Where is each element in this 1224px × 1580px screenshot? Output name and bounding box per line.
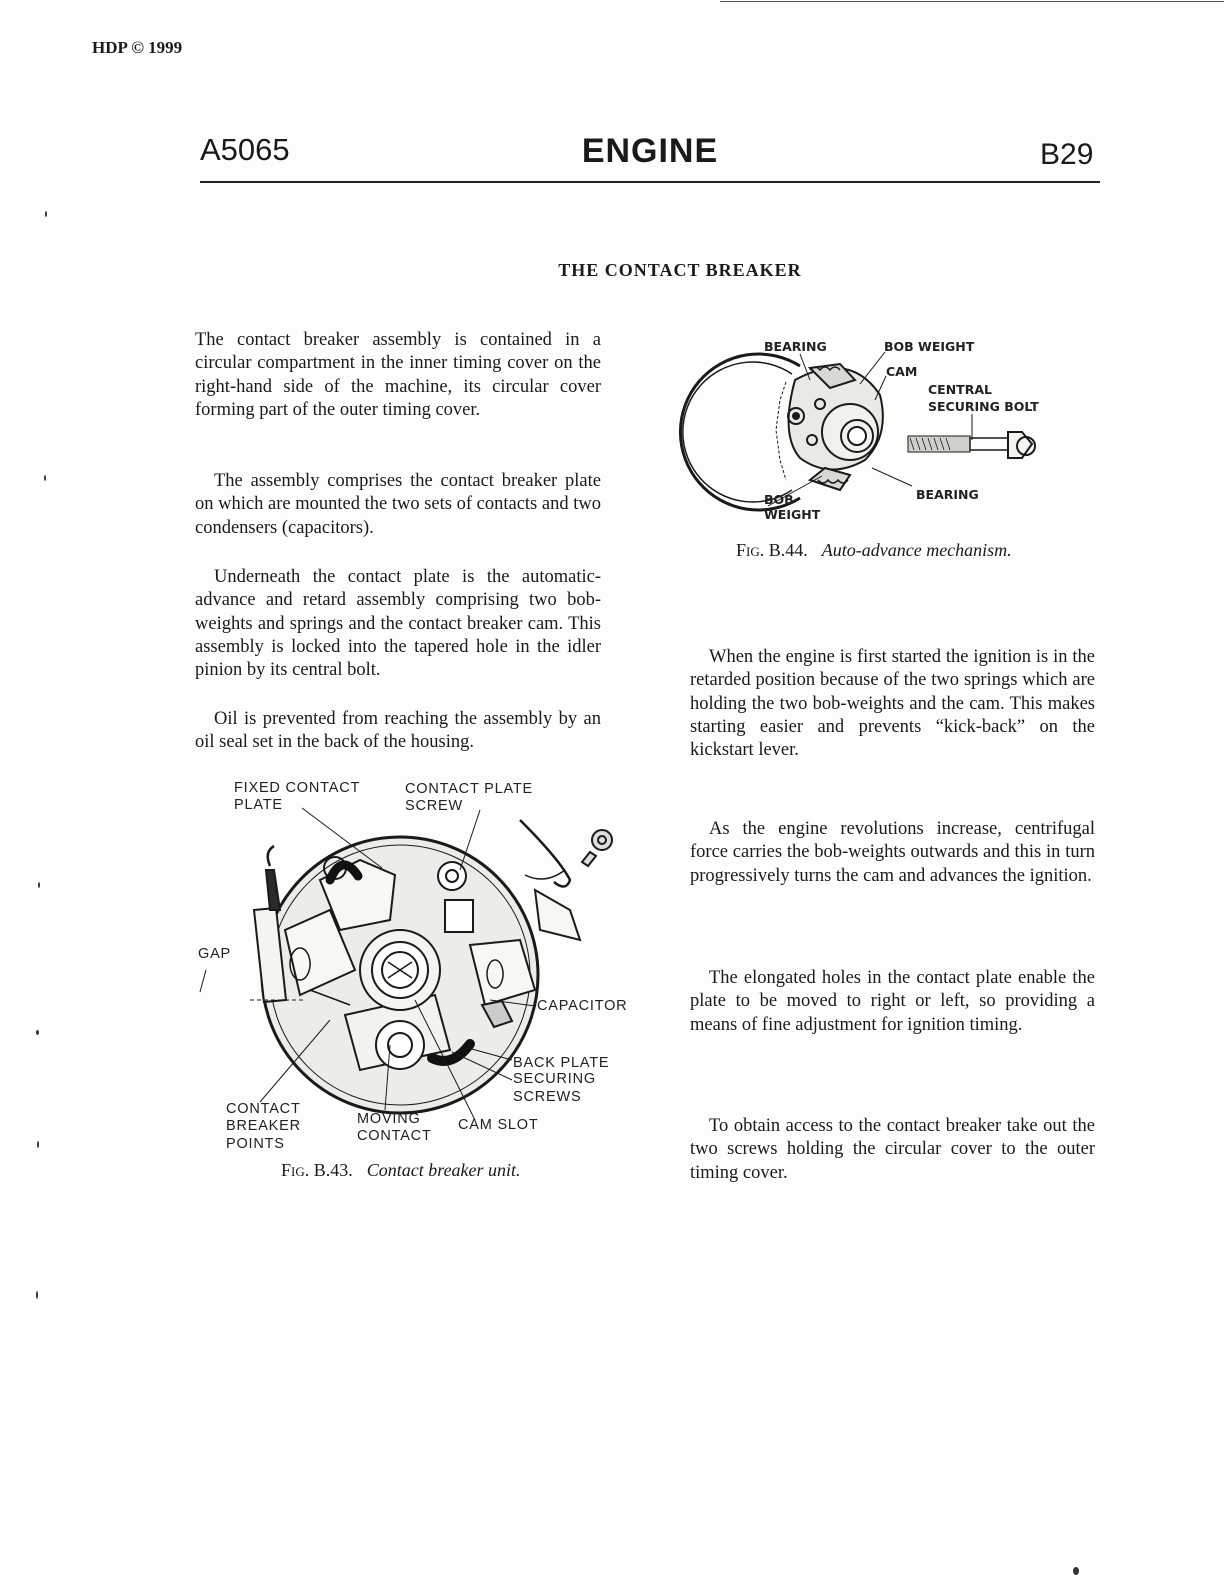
scan-speck [36, 1030, 39, 1035]
fig43-caption-text: Contact breaker unit. [366, 1160, 521, 1180]
page-number: B29 [1040, 138, 1094, 171]
document-code: A5065 [200, 132, 290, 167]
header-rule [200, 181, 1100, 183]
scan-speck [45, 211, 47, 217]
fig43-label-points-2: BREAKER [226, 1118, 301, 1134]
fig43-caption [281, 1160, 521, 1181]
fig44-label-bob-weight-top: BOB WEIGHT [884, 339, 975, 354]
fig44-label-bearing-bottom: BEARING [916, 487, 979, 502]
scan-speck [37, 1141, 39, 1148]
fig44-caption-text: Auto-advance mechanism. [821, 540, 1012, 560]
fig43-label-back-2: SECURING [513, 1071, 596, 1087]
fig43-label-cam-slot: CAM SLOT [458, 1117, 539, 1133]
fig43-label-moving-2: CONTACT [357, 1128, 432, 1144]
copyright-stamp: HDP © 1999 [92, 38, 183, 57]
fig43-label-gap: GAP [198, 946, 232, 962]
left-paragraph-1: The contact breaker assembly is contained in a circular compartment in the inner timing cover on the right-hand side of the machine, its circular cover forming part of the outer timing cover. [195, 330, 601, 420]
fig43-label-fixed-plate-2: PLATE [234, 797, 283, 813]
top-edge-line [720, 1, 1224, 2]
left-paragraph-3: Underneath the contact plate is the automatic-advance and retard assembly comprising two bob-weights and springs and the contact breaker cam. This assembly is locked into the tapered hole in the idler pinion by its central bolt. [195, 567, 601, 681]
fig43-label-points-1: CONTACT [226, 1101, 301, 1117]
scan-speck [44, 475, 46, 481]
page-title: ENGINE [581, 132, 719, 170]
section-title: THE CONTACT BREAKER [558, 260, 802, 280]
fig43-label-fixed-plate-1: FIXED CONTACT [234, 780, 361, 796]
fig44-caption [736, 540, 1012, 561]
fig43-caption-number: Fig. B.43. [281, 1160, 353, 1180]
fig43-label-moving-1: MOVING [357, 1111, 421, 1127]
fig44-label-cam: CAM [886, 364, 918, 379]
fig44-label-bob-1: BOB [764, 492, 794, 507]
fig44-label-central-1: CENTRAL [928, 382, 992, 397]
fig43-label-back-1: BACK PLATE [513, 1055, 610, 1071]
scan-speck [38, 882, 40, 888]
fig43-label-capacitor: CAPACITOR [537, 998, 628, 1014]
right-paragraph-2: As the engine revolutions increase, centrifugal force carries the bob-weights outwards and this in turn progressively turns the cam and advances the ignition. [690, 819, 1095, 886]
fig44-label-bob-2: WEIGHT [764, 507, 821, 522]
left-paragraph-2: The assembly comprises the contact breaker plate on which are mounted the two sets of contacts and two condensers (capacitors). [195, 471, 601, 538]
right-paragraph-3: The elongated holes in the contact plate enable the plate to be moved to right or left, so providing a means of fine adjustment for ignition timing. [690, 968, 1095, 1035]
fig43-label-back-3: SCREWS [513, 1089, 582, 1105]
scan-speck [36, 1291, 38, 1299]
right-paragraph-1: When the engine is first started the ignition is in the retarded position because of the two springs which are holding the two bob-weights and the cam. This makes starting easier and prevents “kick-back” on the kickstart lever. [690, 647, 1095, 761]
fig43-label-screw-2: SCREW [405, 798, 463, 814]
fig44-label-bearing-top: BEARING [764, 339, 827, 354]
fig43-label-points-3: POINTS [226, 1136, 285, 1152]
fig43-label-screw-1: CONTACT PLATE [405, 781, 534, 797]
right-paragraph-4: To obtain access to the contact breaker take out the two screws holding the circular cover to the outer timing cover. [690, 1116, 1095, 1183]
fig44-label-central-2: SECURING BOLT [928, 399, 1039, 414]
fig44-caption-number: Fig. B.44. [736, 540, 808, 560]
scan-speck [1073, 1567, 1079, 1575]
left-paragraph-4: Oil is prevented from reaching the assembly by an oil seal set in the back of the housing. [195, 709, 601, 753]
